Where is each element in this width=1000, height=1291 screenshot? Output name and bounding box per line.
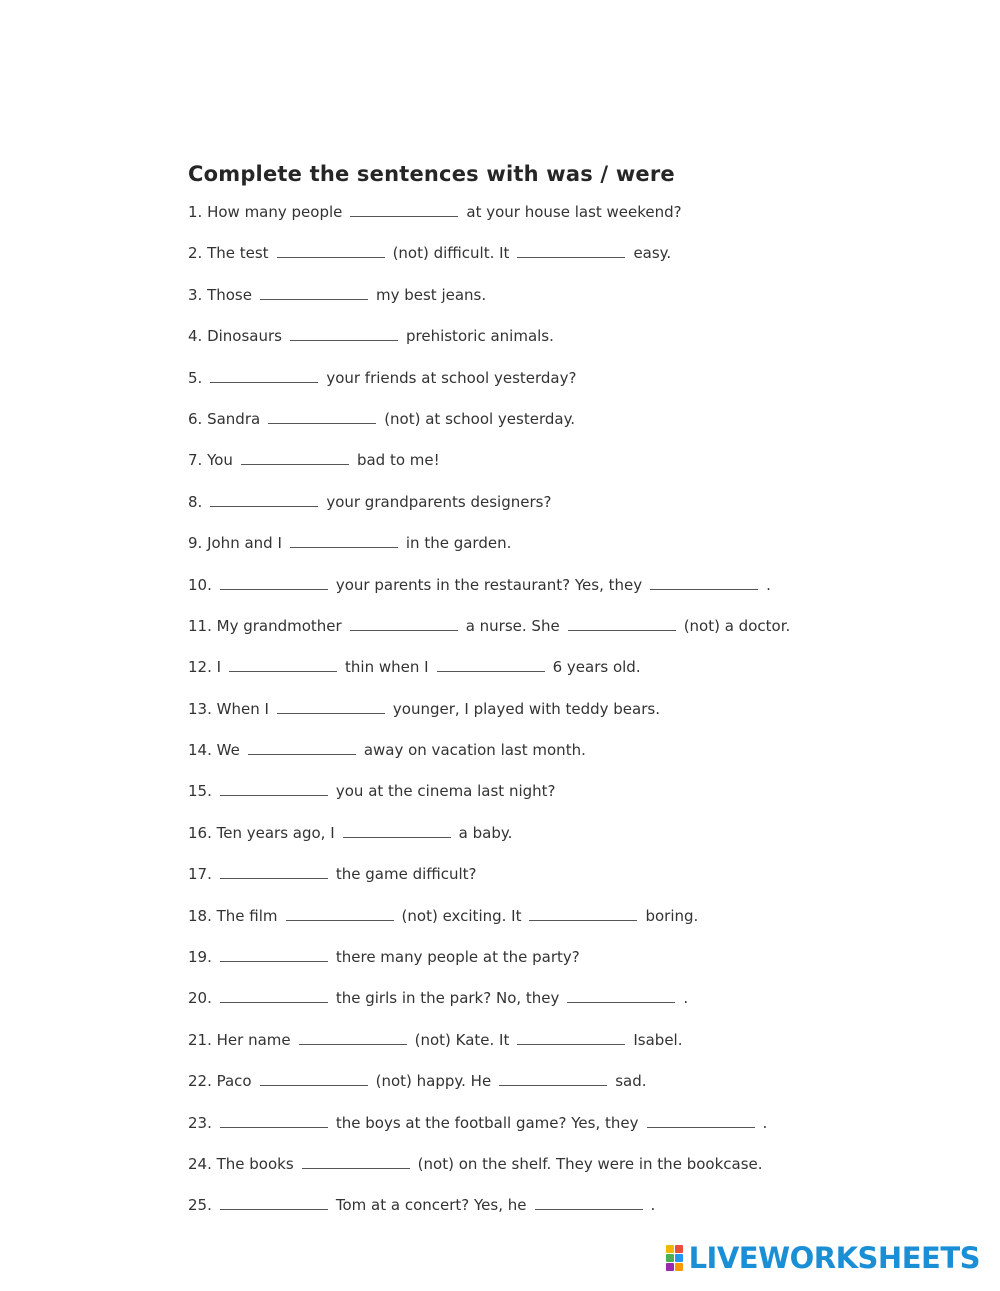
sentence-text: your friends at school yesterday?	[326, 368, 577, 387]
sentence-item	[188, 368, 968, 409]
answer-blank[interactable]	[220, 947, 328, 962]
sentence-text: 10.	[188, 575, 212, 594]
sentence-text: 17.	[188, 865, 212, 884]
sentence-item	[188, 492, 968, 533]
sentence-item	[188, 243, 968, 284]
sentence-text: Tom at a concert? Yes, he	[335, 1196, 527, 1215]
sentence-text: the game difficult?	[335, 865, 477, 884]
sentence-text: 25.	[188, 1196, 212, 1215]
answer-blank[interactable]	[350, 202, 458, 217]
sentence-list	[188, 202, 968, 1237]
sentence-item	[188, 1195, 968, 1236]
sentence-text: Isabel.	[633, 1030, 683, 1049]
answer-blank[interactable]	[248, 740, 356, 755]
worksheet-title: Complete the sentences with was / were	[188, 162, 675, 186]
sentence-text: 3. Those	[188, 285, 252, 304]
sentence-item	[188, 1154, 968, 1195]
answer-blank[interactable]	[210, 492, 318, 507]
sentence-text: 19.	[188, 948, 212, 967]
sentence-item	[188, 1113, 968, 1154]
sentence-item	[188, 864, 968, 905]
sentence-text: 24. The books	[188, 1154, 294, 1173]
sentence-text: 1. How many people	[188, 203, 343, 221]
sentence-item	[188, 533, 968, 574]
sentence-item	[188, 947, 968, 988]
sentence-text: .	[766, 575, 771, 594]
answer-blank[interactable]	[220, 575, 328, 590]
sentence-text: 15.	[188, 782, 212, 801]
sentence-text: (not) Kate. It	[414, 1030, 510, 1049]
answer-blank[interactable]	[437, 657, 545, 672]
sentence-item	[188, 285, 968, 326]
answer-blank[interactable]	[290, 533, 398, 548]
sentence-text: 13. When I	[188, 699, 269, 718]
brand-text: LIVEWORKSHEETS	[688, 1241, 980, 1275]
sentence-text: 22. Paco	[188, 1072, 252, 1091]
sentence-text: a baby.	[458, 823, 513, 842]
sentence-text: at your house last weekend?	[466, 203, 682, 221]
answer-blank[interactable]	[650, 575, 758, 590]
answer-blank[interactable]	[286, 906, 394, 921]
answer-blank[interactable]	[220, 1195, 328, 1210]
sentence-text: 2. The test	[188, 244, 269, 263]
answer-blank[interactable]	[343, 823, 451, 838]
brand-mark-icon	[666, 1245, 683, 1271]
answer-blank[interactable]	[499, 1071, 607, 1086]
sentence-item	[188, 823, 968, 864]
sentence-text: (not) at school yesterday.	[384, 409, 576, 428]
sentence-text: you at the cinema last night?	[335, 782, 556, 801]
sentence-text: (not) on the shelf. They were in the bookcase.	[417, 1154, 763, 1173]
answer-blank[interactable]	[220, 781, 328, 796]
sentence-text: 11. My grandmother	[188, 616, 342, 635]
sentence-text: (not) a doctor.	[683, 616, 791, 635]
liveworksheets-logo	[666, 1241, 980, 1275]
answer-blank[interactable]	[277, 699, 385, 714]
sentence-text: 16. Ten years ago, I	[188, 823, 335, 842]
answer-blank[interactable]	[220, 988, 328, 1003]
sentence-text: 6. Sandra	[188, 409, 261, 428]
sentence-text: (not) happy. He	[375, 1072, 492, 1091]
sentence-item	[188, 1071, 968, 1112]
sentence-text: (not) difficult. It	[392, 244, 510, 263]
sentence-item	[188, 657, 968, 698]
sentence-text: the boys at the football game? Yes, they	[335, 1113, 639, 1132]
sentence-text: 5.	[188, 368, 203, 387]
answer-blank[interactable]	[241, 450, 349, 465]
sentence-text: 20.	[188, 989, 212, 1008]
sentence-text: 9. John and I	[188, 534, 282, 553]
answer-blank[interactable]	[529, 906, 637, 921]
sentence-text: 14. We	[188, 741, 240, 760]
sentence-item	[188, 1030, 968, 1071]
sentence-text: 7. You	[188, 451, 233, 470]
sentence-text: 4. Dinosaurs	[188, 327, 282, 346]
sentence-item	[188, 450, 968, 491]
sentence-text: (not) exciting. It	[401, 906, 522, 925]
answer-blank[interactable]	[277, 243, 385, 258]
sentence-item	[188, 781, 968, 822]
answer-blank[interactable]	[260, 285, 368, 300]
answer-blank[interactable]	[517, 243, 625, 258]
sentence-item	[188, 740, 968, 781]
sentence-text: in the garden.	[405, 534, 512, 553]
sentence-text: younger, I played with teddy bears.	[392, 699, 660, 718]
sentence-text: prehistoric animals.	[405, 327, 554, 346]
sentence-text: 21. Her name	[188, 1030, 291, 1049]
sentence-item	[188, 326, 968, 367]
answer-blank[interactable]	[220, 1113, 328, 1128]
answer-blank[interactable]	[220, 864, 328, 879]
sentence-item	[188, 699, 968, 740]
sentence-text: away on vacation last month.	[363, 741, 586, 760]
answer-blank[interactable]	[210, 368, 318, 383]
answer-blank[interactable]	[568, 616, 676, 631]
sentence-text: there many people at the party?	[335, 948, 580, 967]
sentence-text: the girls in the park? No, they	[335, 989, 560, 1008]
answer-blank[interactable]	[647, 1113, 755, 1128]
worksheet	[188, 160, 968, 1237]
sentence-text: 18. The film	[188, 906, 278, 925]
answer-blank[interactable]	[517, 1030, 625, 1045]
sentence-item	[188, 409, 968, 450]
answer-blank[interactable]	[268, 409, 376, 424]
sentence-text: thin when I	[345, 658, 429, 677]
answer-blank[interactable]	[535, 1195, 643, 1210]
sentence-text: a nurse. She	[465, 616, 560, 635]
sentence-text: 8.	[188, 492, 203, 511]
sentence-text: .	[683, 989, 689, 1008]
answer-blank[interactable]	[260, 1071, 368, 1086]
sentence-text: 6 years old.	[552, 658, 641, 677]
answer-blank[interactable]	[299, 1030, 407, 1045]
answer-blank[interactable]	[302, 1154, 410, 1169]
sentence-text: bad to me!	[356, 451, 440, 470]
sentence-text: sad.	[615, 1072, 647, 1091]
answer-blank[interactable]	[350, 616, 458, 631]
sentence-text: my best jeans.	[375, 285, 487, 304]
sentence-item	[188, 988, 968, 1029]
sentence-text: 23.	[188, 1113, 212, 1132]
sentence-item	[188, 616, 968, 657]
sentence-item	[188, 202, 968, 243]
sentence-text: easy.	[633, 244, 672, 263]
sentence-text: your grandparents designers?	[326, 492, 552, 511]
answer-blank[interactable]	[290, 326, 398, 341]
sentence-text: .	[650, 1196, 656, 1215]
answer-blank[interactable]	[567, 988, 675, 1003]
answer-blank[interactable]	[229, 657, 337, 672]
sentence-item	[188, 906, 968, 947]
sentence-text: 12. I	[188, 658, 222, 677]
sentence-text: .	[762, 1113, 768, 1132]
sentence-item	[188, 575, 968, 616]
sentence-text: your parents in the restaurant? Yes, they	[335, 575, 643, 594]
sentence-text: boring.	[645, 906, 699, 925]
